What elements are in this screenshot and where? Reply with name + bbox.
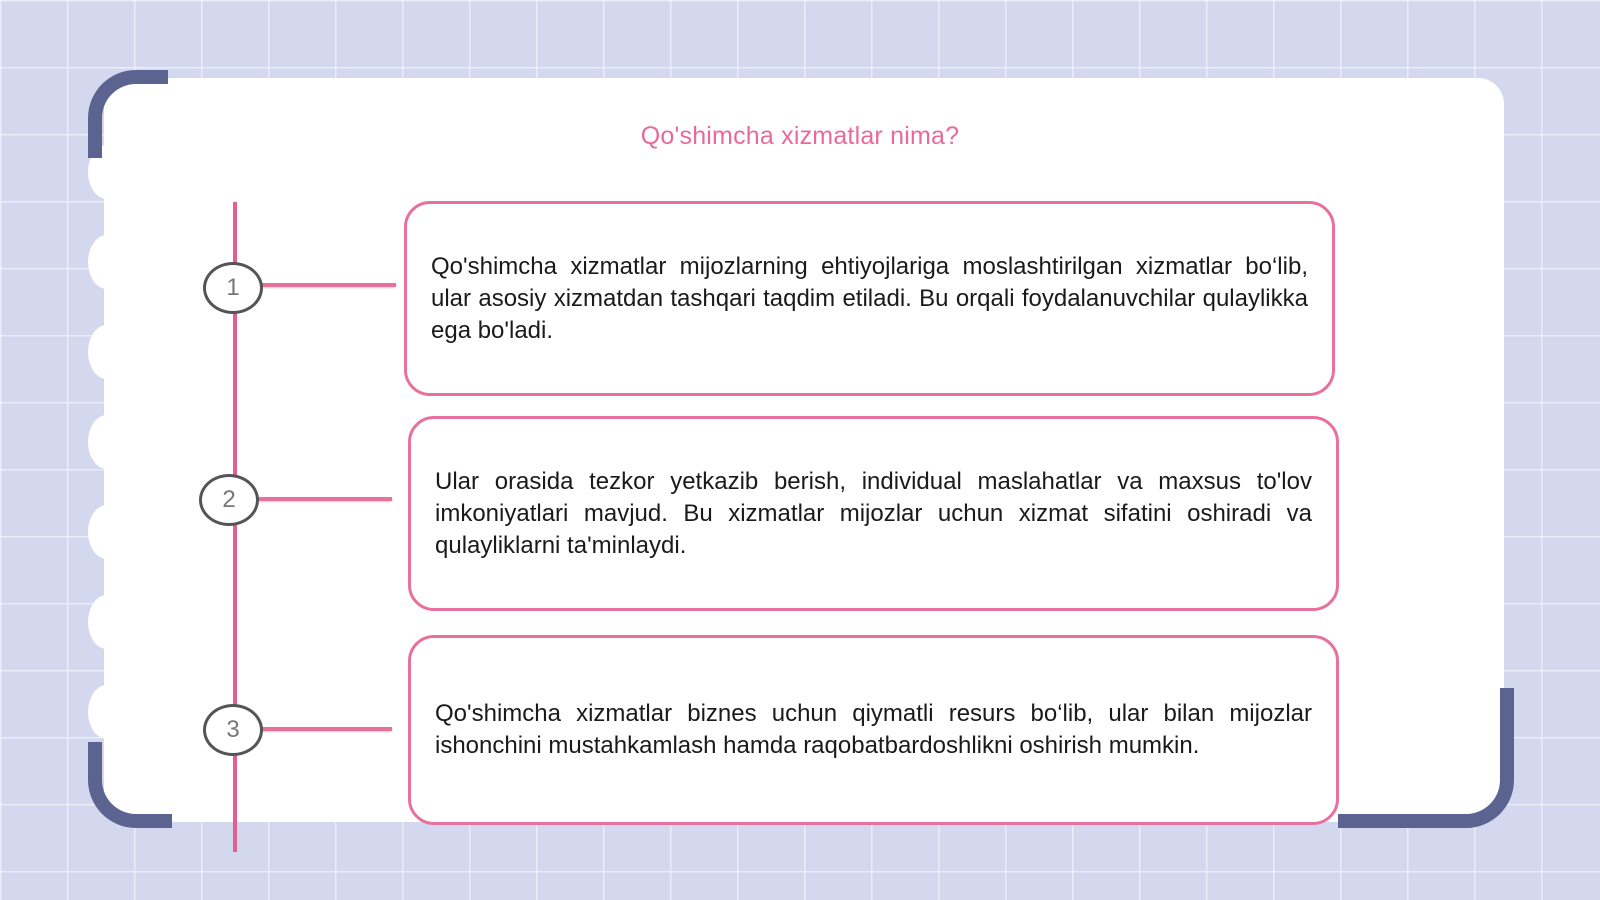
step-box-2 — [408, 416, 1339, 611]
step-number-1 — [203, 262, 263, 314]
slide-title: Qo'shimcha xizmatlar nima? — [640, 122, 960, 150]
step-number-label: 3 — [226, 716, 240, 743]
step-number-label: 2 — [222, 486, 236, 513]
frame-corner-bottom-left — [88, 742, 172, 828]
notebook-scallop — [88, 325, 126, 379]
timeline-connector — [258, 497, 392, 501]
step-description: Ular orasida tezkor yetkazib berish, individual maslahatlar va maxsus to'lov imkoniyatlari mavjud. Bu xizmatlar mijozlar uchun xizmat sifatini oshiradi va qulayliklarni ta'minlaydi. — [435, 467, 1312, 559]
step-description: Qo'shimcha xizmatlar biznes uchun qiymatli resurs bo‘lib, ular bilan mijozlar ishonchini mustahkamlash hamda raqobatbardoshlikni oshirish mumkin. — [435, 700, 1312, 759]
notebook-scallop — [88, 235, 126, 289]
frame-corner-top-left — [88, 70, 168, 158]
notebook-scallop — [88, 505, 126, 559]
step-number-3 — [203, 704, 263, 756]
timeline-connector — [262, 283, 396, 287]
notebook-scallop — [88, 595, 126, 649]
step-box-1 — [404, 201, 1335, 396]
notebook-scallop — [88, 415, 126, 469]
step-number-label: 1 — [226, 274, 240, 301]
step-description: Qo'shimcha xizmatlar mijozlarning ehtiyojlariga moslashtirilgan xizmatlar bo‘lib, ular asosiy xizmatdan tashqari taqdim etiladi. Bu orqali foydalanuvchilar qulaylikka ega bo'ladi. — [431, 252, 1308, 344]
frame-corner-bottom-right — [1338, 688, 1514, 828]
step-number-2 — [199, 474, 259, 526]
timeline-connector — [262, 727, 392, 731]
step-box-3 — [408, 635, 1339, 825]
notebook-scallop — [88, 685, 126, 739]
